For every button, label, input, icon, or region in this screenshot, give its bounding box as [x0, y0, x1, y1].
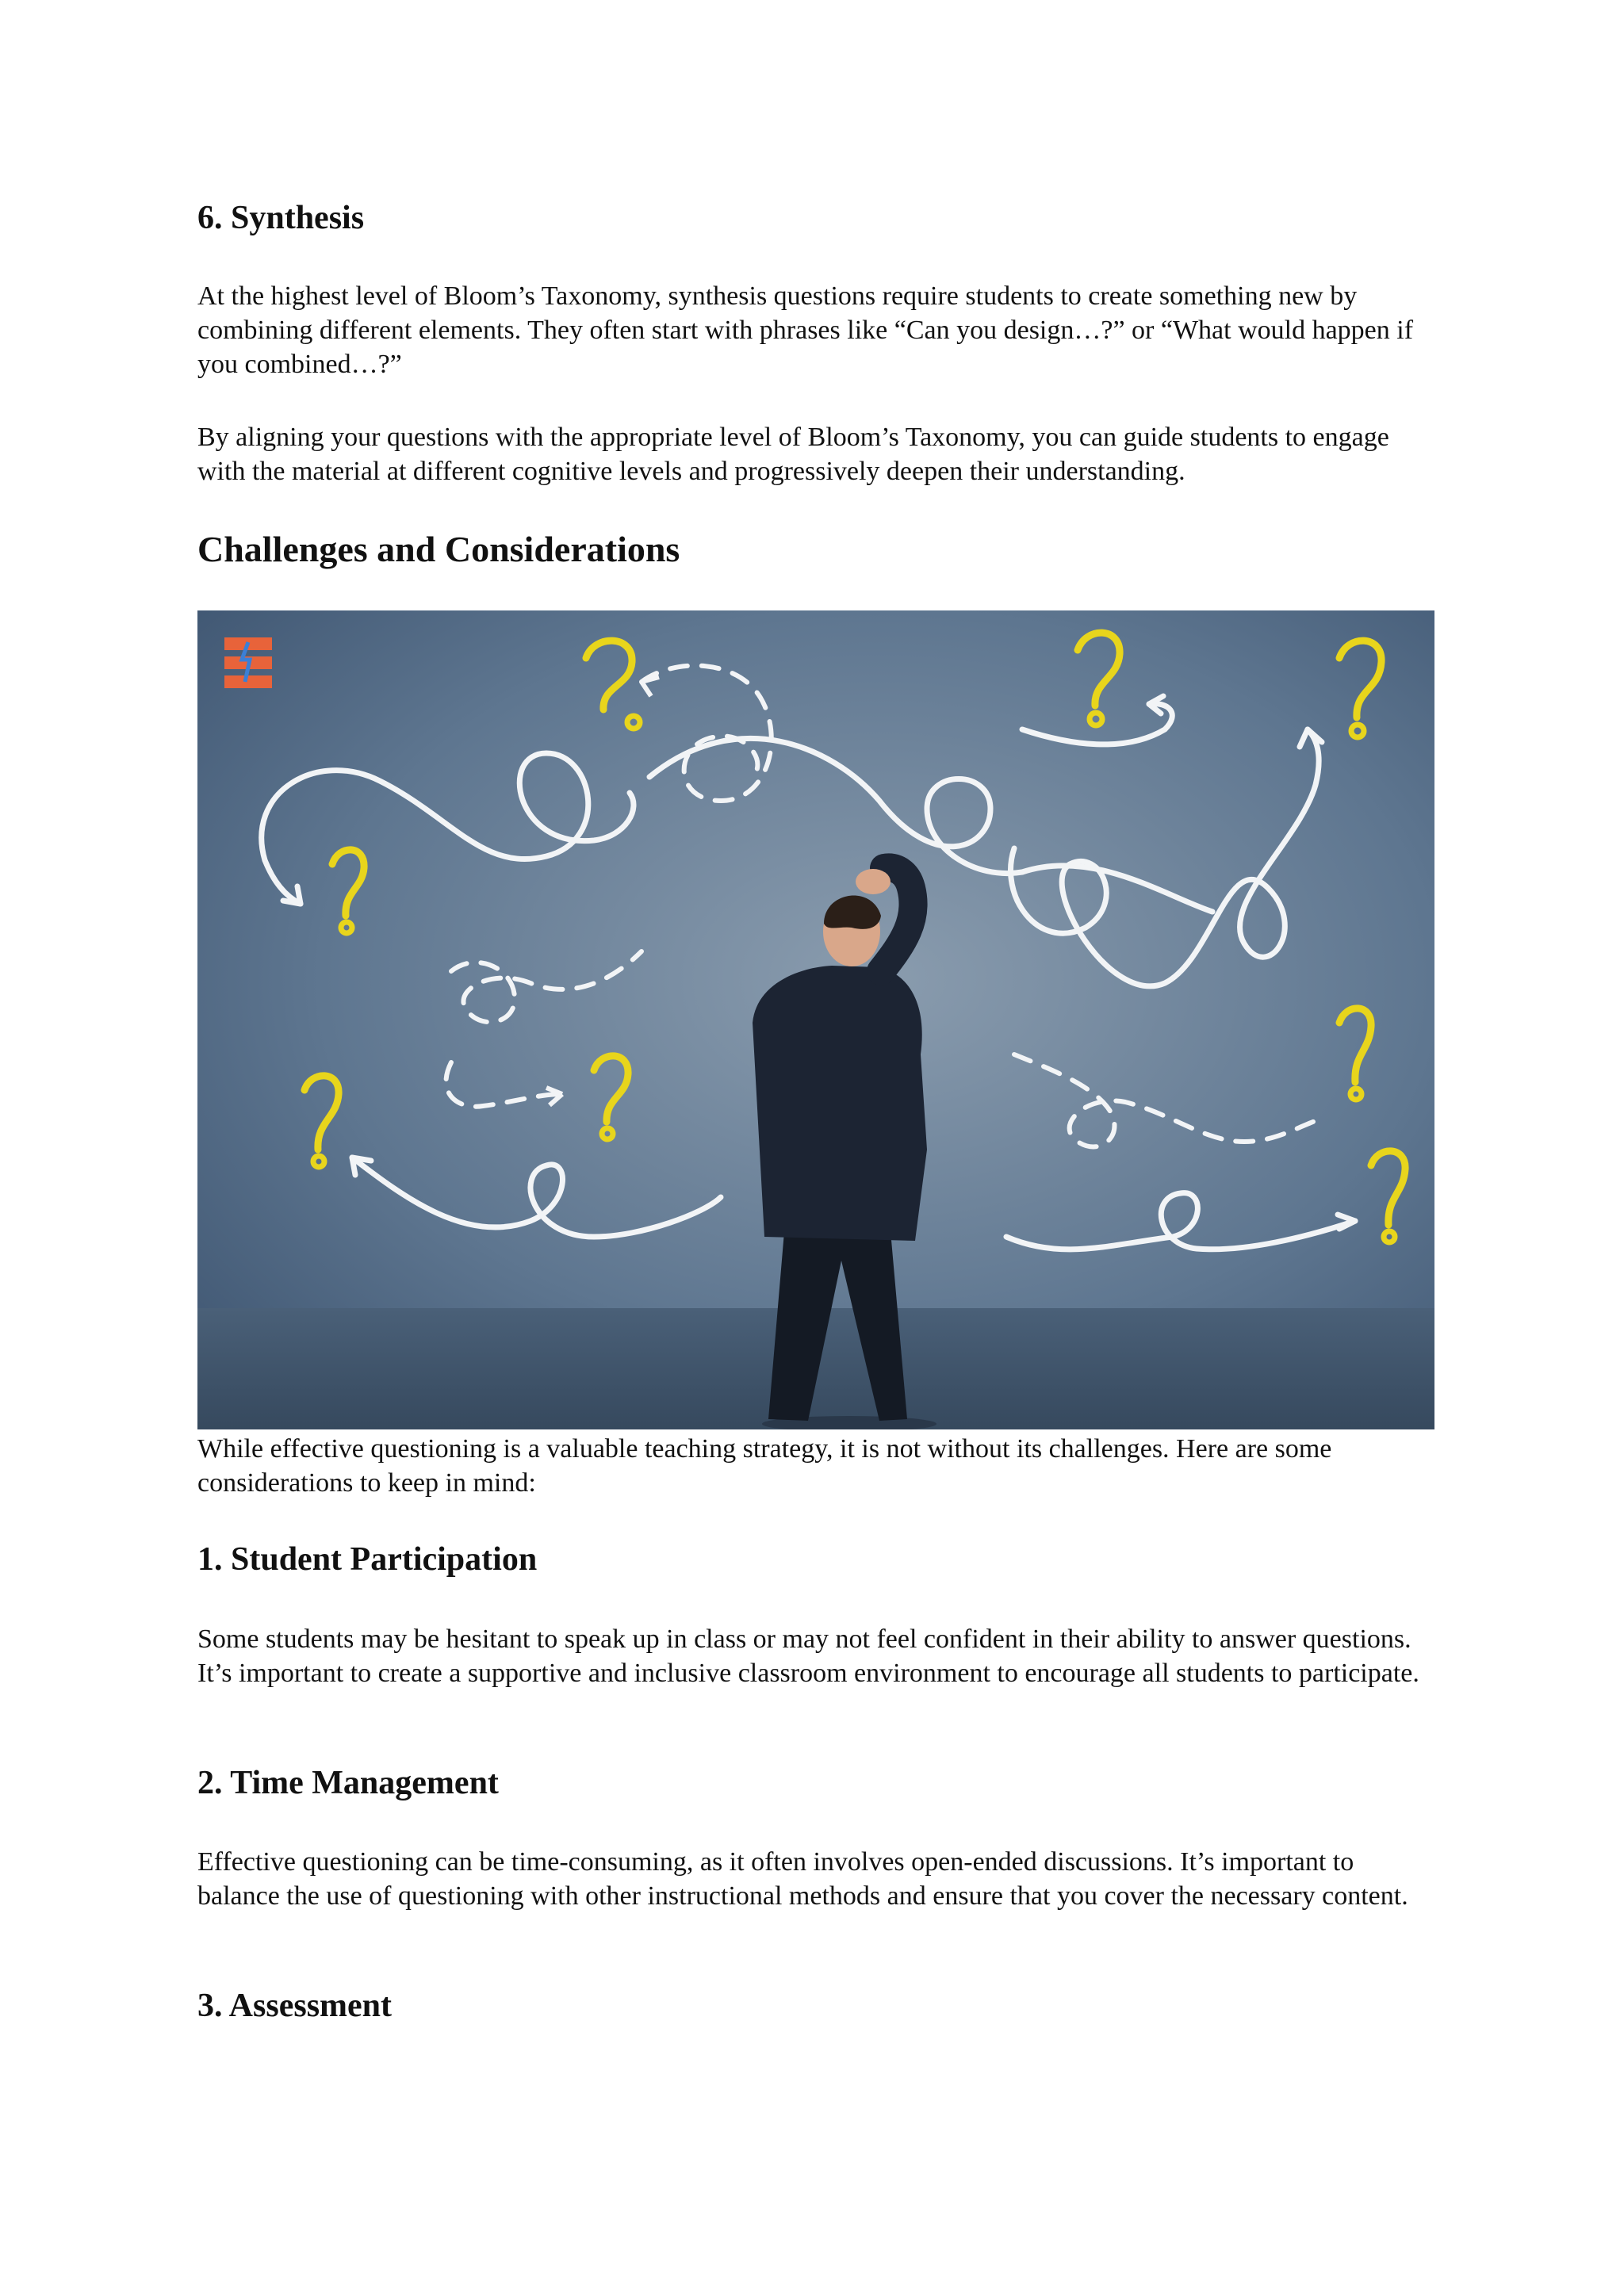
illustration-confused-man [197, 610, 1434, 1429]
heading-synthesis: 6. Synthesis [197, 200, 365, 236]
heading-time-management: 2. Time Management [197, 1765, 499, 1801]
heading-student-participation: 1. Student Participation [197, 1541, 538, 1578]
paragraph-student-participation: Some students may be hesitant to speak up in class or may not feel confident in their ability to answer questions. It’s important to create a supportive and inclusive classroom environment to encourage all students to participate. [197, 1624, 1419, 1688]
paragraph-synthesis: At the highest level of Bloom’s Taxonomy, synthesis questions require students to create something new by combining different elements. They often start with phrases like “Can you design…?” or “What would happen if you combined…?” [197, 281, 1414, 379]
paragraph-challenges-intro: While effective questioning is a valuable teaching strategy, it is not without its challenges. Here are some considerations to keep in mind: [197, 1434, 1332, 1498]
paragraph-bloom-alignment: By aligning your questions with the appropriate level of Bloom’s Taxonomy, you can guide students to engage with the material at different cognitive levels and progressively deepen their understanding. [197, 423, 1389, 486]
heading-assessment: 3. Assessment [197, 1988, 393, 2024]
logo-icon [224, 637, 272, 688]
heading-challenges: Challenges and Considerations [197, 529, 680, 569]
paragraph-time-management: Effective questioning can be time-consuming, as it often involves open-ended discussions. It’s important to balance the use of questioning with other instructional methods and ensure that you cover the necessary content. [197, 1847, 1408, 1911]
